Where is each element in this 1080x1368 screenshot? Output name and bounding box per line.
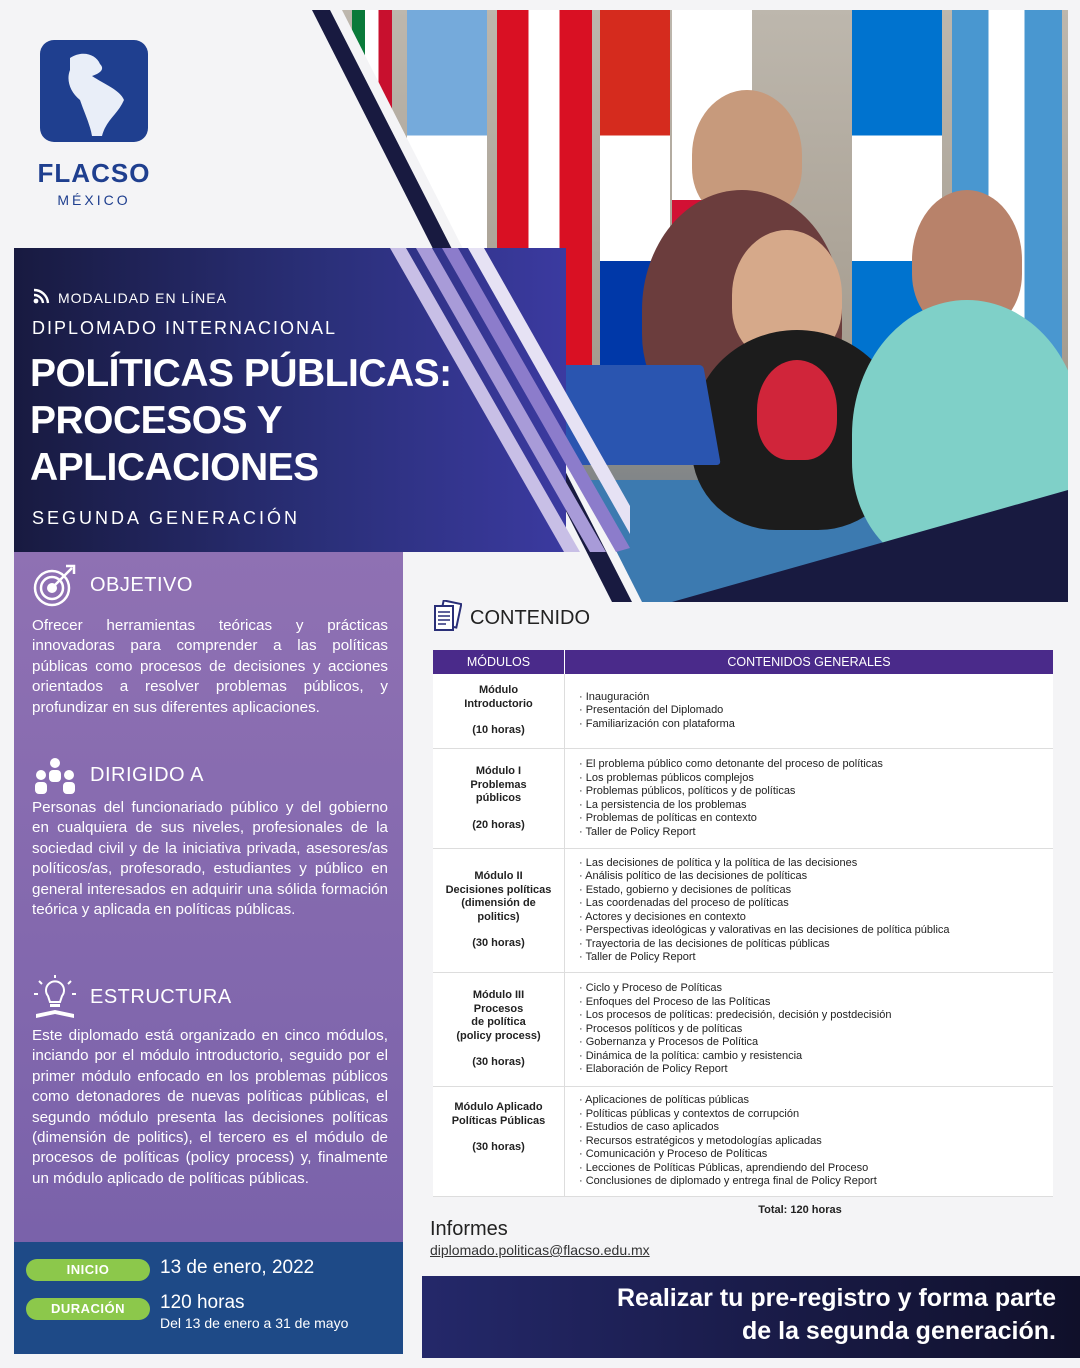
lightbulb-icon — [32, 974, 78, 1020]
module-name-line: Introductorio — [464, 697, 533, 710]
content-item: · Dinámica de la política: cambio y resistencia — [579, 1049, 803, 1062]
module-name-line: Módulo III — [472, 989, 525, 1002]
header-contenidos: CONTENIDOS GENERALES — [727, 655, 891, 669]
content-item: · Taller de Policy Report — [579, 951, 696, 963]
contenido-header — [432, 600, 590, 637]
module-name-line: Módulo I — [475, 765, 522, 777]
module-cell — [433, 849, 565, 972]
content-item: · Las coordenadas del proceso de políticas — [579, 897, 789, 909]
informes-email-link[interactable]: diplomado.politicas@flacso.edu.mx — [430, 1242, 650, 1258]
module-name-line: públicos — [475, 792, 522, 804]
content-cell — [565, 973, 1053, 1086]
table-row — [433, 1087, 1053, 1197]
module-cell — [433, 973, 565, 1086]
content-cell — [565, 849, 1053, 972]
modality-text: MODALIDAD EN LÍNEA — [58, 289, 227, 306]
content-item: · Actores y decisiones en contexto — [579, 910, 746, 923]
content-item: · Trayectoria de las decisiones de políticas públicas — [579, 937, 830, 950]
module-hours: (30 horas) — [472, 1141, 525, 1153]
informes-title: Informes — [430, 1218, 508, 1240]
content-item: · Problemas públicos, políticos y de políticas — [579, 785, 796, 797]
module-name-line: politics) — [477, 910, 520, 923]
modality-label — [32, 288, 227, 307]
title-line: PROCESOS Y — [30, 399, 283, 442]
module-cell — [433, 749, 565, 848]
table-row — [433, 973, 1053, 1087]
content-cell — [565, 674, 1053, 748]
content-item: · Los problemas públicos complejos — [579, 771, 754, 784]
module-hours: (30 horas) — [472, 1056, 525, 1069]
content-item: · Conclusiones de diplomado y entrega final de Policy Report — [579, 1175, 877, 1188]
module-name-line: (dimensión de — [461, 897, 536, 910]
module-cell — [433, 1087, 565, 1196]
content-item: · Inauguración — [579, 690, 650, 703]
content-item: · La persistencia de los problemas — [579, 798, 747, 811]
content-item: · Ciclo y Proceso de Políticas — [579, 982, 723, 995]
program-title — [30, 350, 500, 491]
program-type: DIPLOMADO INTERNACIONAL — [32, 318, 338, 338]
total-hours: Total: 120 horas — [758, 1204, 842, 1216]
contenido-table — [433, 650, 1053, 1197]
module-name-line: Políticas Públicas — [451, 1114, 546, 1127]
content-item: · Estudios de caso aplicados — [579, 1121, 720, 1134]
content-item: · Problemas de políticas en contexto — [579, 812, 757, 824]
module-hours: (30 horas) — [472, 937, 525, 950]
preregistro-banner[interactable] — [422, 1276, 1080, 1358]
content-item: · Familiarización con plataforma — [579, 717, 735, 730]
content-item: · Aplicaciones de políticas públicas — [579, 1094, 749, 1107]
content-item: · Las decisiones de política y la política de las decisiones — [579, 856, 858, 869]
title-line: POLÍTICAS PÚBLICAS: — [30, 352, 452, 395]
objetivo-text: Ofrecer herramientas teóricas y prácticas innovadoras para comprender a las políticas públicas como procesos de decisiones y acciones orientados a resolver problemas públicos, y profundizar en sus diferentes aplicaciones. — [32, 617, 388, 716]
content-item: · Presentación del Diplomado — [579, 704, 724, 717]
logo-subtitle: MÉXICO — [57, 192, 131, 208]
content-cell — [565, 749, 1053, 848]
cta-line: Realizar tu pre-registro y forma parte — [616, 1284, 1056, 1312]
content-item: · Políticas públicas y contextos de corrupción — [579, 1107, 800, 1120]
table-header — [433, 650, 1053, 674]
module-name-line: Decisiones políticas — [445, 883, 552, 896]
content-item: · Análisis político de las decisiones de políticas — [579, 870, 808, 882]
duracion-badge: DURACIÓN — [26, 1298, 150, 1320]
content-item: · Perspectivas ideológicas y valorativas en las decisiones de política pública — [579, 924, 950, 936]
content-item: · Los procesos de políticas: predecisión, decisión y postdecisión — [579, 1009, 892, 1022]
content-item: · Comunicación y Proceso de Políticas — [579, 1148, 768, 1161]
objetivo-title: OBJETIVO — [90, 573, 193, 596]
logo-name: FLACSO — [37, 158, 151, 188]
module-name-line: Problemas — [470, 778, 527, 791]
generation-label: SEGUNDA GENERACIÓN — [32, 508, 301, 528]
dirigido-title: DIRIGIDO A — [90, 763, 204, 786]
content-item: · Enfoques del Proceso de las Políticas — [579, 995, 771, 1008]
people-icon — [32, 752, 78, 798]
objetivo-header — [32, 562, 193, 608]
content-item: · Elaboración de Policy Report — [579, 1063, 728, 1076]
wifi-icon — [32, 288, 52, 307]
duracion-detail: Del 13 de enero a 31 de mayo — [160, 1315, 349, 1331]
module-cell — [433, 674, 565, 748]
table-row — [433, 849, 1053, 973]
content-item: · Recursos estratégicos y metodologías aplicadas — [579, 1134, 822, 1147]
table-row — [433, 749, 1053, 849]
estructura-header — [32, 974, 232, 1020]
dirigido-header — [32, 752, 204, 798]
module-name-line: Módulo Aplicado — [454, 1101, 543, 1113]
table-row — [433, 674, 1053, 749]
content-item: · Lecciones de Políticas Públicas, aprendiendo del Proceso — [579, 1161, 869, 1174]
contenido-title: CONTENIDO — [470, 607, 590, 629]
content-item: · Taller de Policy Report — [579, 825, 696, 838]
target-icon — [32, 562, 78, 608]
title-line: APLICACIONES — [30, 446, 319, 489]
content-item: · Procesos políticos y de políticas — [579, 1022, 743, 1035]
cta-line: de la segunda generación. — [742, 1317, 1056, 1345]
module-name-line: Módulo II — [474, 870, 523, 883]
inicio-badge: INICIO — [26, 1259, 150, 1281]
flacso-logo-mark — [40, 40, 148, 142]
content-item: · Estado, gobierno y decisiones de políticas — [579, 883, 792, 896]
inicio-value: 13 de enero, 2022 — [160, 1257, 315, 1278]
module-name-line: (policy process) — [456, 1029, 541, 1042]
estructura-title: ESTRUCTURA — [90, 985, 232, 1008]
duracion-value: 120 horas — [160, 1292, 245, 1313]
content-cell — [565, 1087, 1053, 1196]
module-hours: (10 horas) — [472, 724, 525, 737]
header-modulos: MÓDULOS — [433, 650, 565, 674]
module-hours: (20 horas) — [472, 818, 525, 831]
content-item: · El problema público como detonante del proceso de políticas — [579, 758, 883, 770]
module-name-line: Módulo — [478, 684, 519, 697]
module-name-line: Procesos — [473, 1002, 524, 1015]
estructura-text: Este diplomado está organizado en cinco módulos, inciando por el módulo introductorio, seguido por el primer módulo enfocado en los problemas públicos como detonadores de nuevas políticas públicas, el segundo módulo presenta las decisiones políticas (dimensión de politics), el tercero es el módulo de procesos de políticas (policy process) y, finalmente un módulo aplicado de políticas públicas. — [32, 1027, 388, 1187]
module-name-line: de política — [471, 1016, 526, 1029]
content-item: · Gobernanza y Procesos de Política — [579, 1036, 759, 1049]
dirigido-text: Personas del funcionariado público y del gobierno en cualquiera de sus niveles, profesionales de la sociedad civil y de la iniciativa privada, asesores/as políticos/as, profesorado, estudiantes y público en general interesados en adquirir una sólida formación teórica y aplicada en políticas públicas. — [32, 799, 388, 919]
documents-icon — [432, 600, 462, 637]
